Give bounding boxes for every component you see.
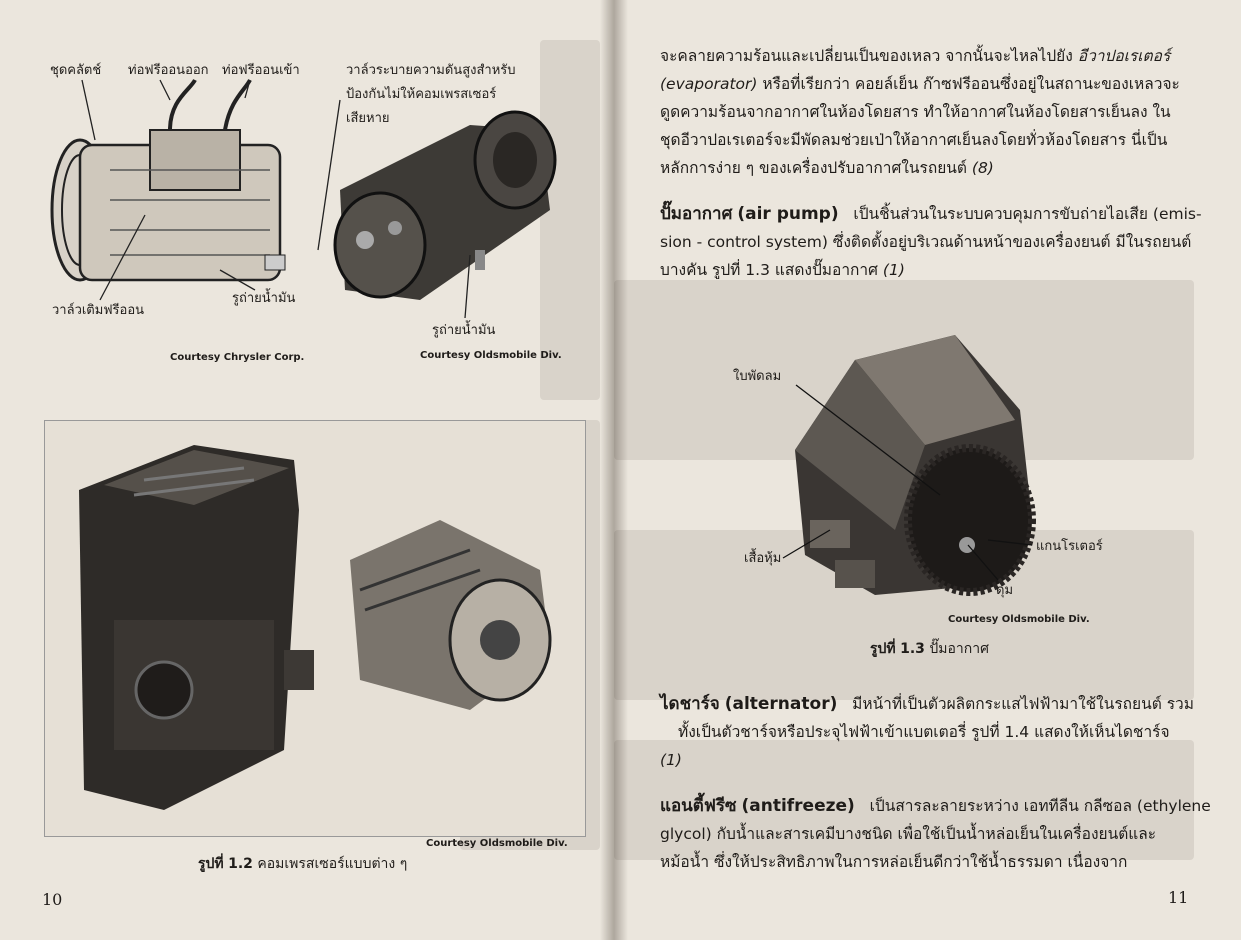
- label-housing: เสื้อหุ้ม: [744, 551, 782, 566]
- credit-fig1-3: Courtesy Oldsmobile Div.: [948, 614, 1090, 625]
- label-fan: ใบพัดลม: [733, 369, 782, 384]
- caption-text: คอมเพรสเซอร์แบบต่าง ๆ: [257, 856, 408, 872]
- credit-olds-top: Courtesy Oldsmobile Div.: [420, 350, 562, 361]
- label-inlet: ท่อฟรีออนเข้า: [222, 63, 300, 78]
- intro-line-1: จะคลายความร้อนและเปลี่ยนเป็นของเหลว จากนั้นจะไหลไปยัง อีวาปอเรเตอร์: [660, 47, 1171, 65]
- label-clutch: ชุดคลัตช์: [50, 63, 102, 78]
- label-outlet: ท่อฟรีออนออก: [128, 63, 209, 78]
- label-charge-valve: วาล์วเติมฟรีออน: [52, 303, 145, 318]
- label-hub: ดุม: [996, 583, 1014, 598]
- caption-1-3-prefix: รูปที่: [870, 641, 896, 657]
- label-relief-3: เสียหาย: [346, 111, 390, 126]
- caption-1-3-text: ปั๊มอากาศ: [929, 641, 989, 657]
- label-oil-drain-a: รูถ่ายน้ำมัน: [232, 291, 296, 306]
- term-air-pump: ปั๊มอากาศ: [660, 204, 733, 224]
- figure-caption-1-3: [870, 638, 989, 660]
- term-air-pump-en: (air pump): [737, 204, 839, 224]
- evaporator-thai: อีวาปอเรเตอร์: [1077, 47, 1171, 65]
- intro-line-4: ชุดอีวาปอเรเตอร์จะมีพัดลมช่วยเป่าให้อากาศเย็นลงโดยทั่วห้องโดยสาร นี่เป็น: [660, 131, 1168, 149]
- air-pump-paragraph: ปั๊มอากาศ (air pump) เป็นชิ้นส่วนในระบบควบคุมการขับถ่ายไอเสีย (emis- sion - control system) ซึ่งติดตั้งอยู่บริเวณด้านหน้าของเครื่องยนต์ มีในรถยนต์ บางคัน รูปที่ 1.3 แสดงปั๊มอากาศ (1): [660, 204, 1202, 279]
- antifreeze-paragraph: แอนตี้ฟรีซ (antifreeze) เป็นสารละลายระหว่าง เอททีลีน กลีซอล (ethylene glycol) กับน้ำและสารเคมีบางชนิด เพื่อใช้เป็นน้ำหล่อเย็นในเครื่องยนต์และ หม้อน้ำ ซึ่งให้ประสิทธิภาพในการหล่อเย็นดีกว่าใช้น้ำธรรมดา เนื่องจาก: [660, 796, 1211, 871]
- label-relief-2: ป้องกันไม่ให้คอมเพรสเซอร์: [346, 87, 497, 102]
- reference-1b: (1): [660, 751, 682, 769]
- reference-8: (8): [971, 159, 994, 177]
- term-antifreeze: แอนตี้ฟรีซ: [660, 796, 737, 816]
- caption-number: 1.2: [228, 856, 253, 872]
- term-alternator-en: (alternator): [724, 694, 838, 714]
- intro-line-5: หลักการง่าย ๆ ของเครื่องปรับอากาศในรถยนต์ (8): [660, 159, 994, 177]
- intro-line-3: ดูดความร้อนจากอากาศในห้องโดยสาร ทำให้อากาศในห้องโดยสารเย็นลง ใน: [660, 103, 1171, 121]
- label-rotor-shaft: แกนโรเตอร์: [1036, 539, 1103, 554]
- label-oil-drain-b: รูถ่ายน้ำมัน: [432, 323, 496, 338]
- label-relief-1: วาล์วระบายความดันสูงสำหรับ: [346, 63, 516, 78]
- alternator-paragraph: ไดชาร์จ (alternator) มีหน้าที่เป็นตัวผลิตกระแสไฟฟ้ามาใช้ในรถยนต์ รวม ทั้งเป็นตัวชาร์จหรือประจุไฟฟ้าเข้าแบตเตอรี่ รูปที่ 1.4 แสดงให้เห็นไดชาร์จ (1): [660, 690, 1180, 774]
- page-number-right: 11: [1168, 888, 1189, 907]
- reference-1a: (1): [882, 261, 905, 279]
- caption-prefix: รูปที่: [198, 856, 224, 872]
- credit-chrysler: Courtesy Chrysler Corp.: [170, 352, 305, 363]
- term-antifreeze-en: (antifreeze): [741, 796, 855, 816]
- caption-1-3-number: 1.3: [900, 641, 925, 657]
- term-alternator: ไดชาร์จ: [660, 694, 720, 714]
- page-number-left: 10: [42, 890, 63, 909]
- evaporator-en: (evaporator): [660, 75, 758, 93]
- intro-line-2: (evaporator) หรือที่เรียกว่า คอยล์เย็น ก๊าซฟรีออนซึ่งอยู่ในสถานะของเหลวจะ: [660, 75, 1180, 93]
- credit-olds-bottom: Courtesy Oldsmobile Div.: [426, 838, 568, 849]
